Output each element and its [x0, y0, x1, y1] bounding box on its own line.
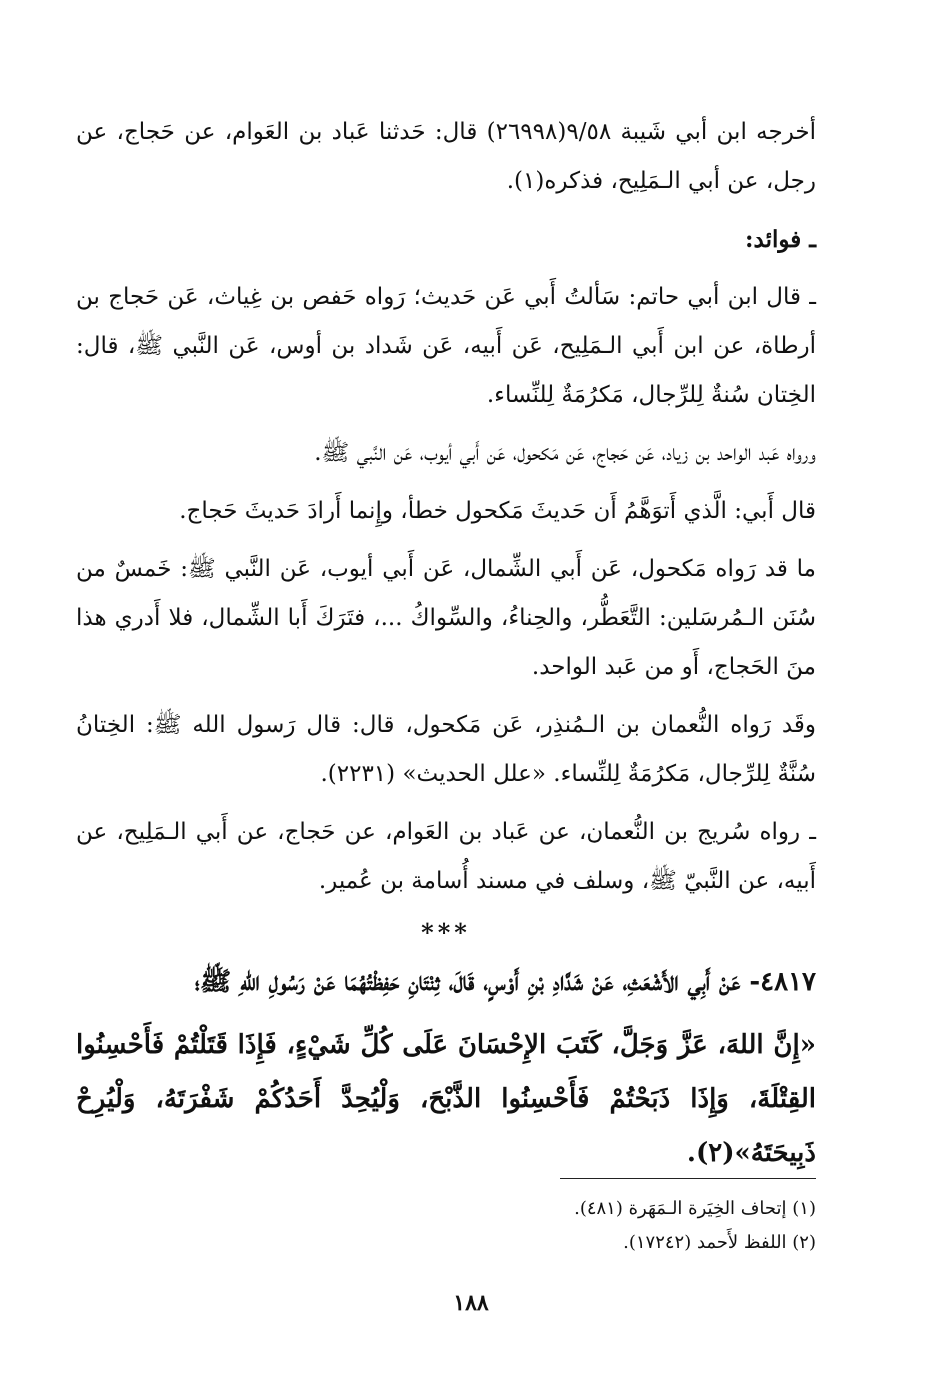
abi-comment-paragraph: قال أَبي: الَّذي أَتوَهَّمُ أَن حَديثَ مَكحول خطأ، وإِنما أَرادَ حَديثَ حَجاج.	[179, 498, 816, 524]
makhul-paragraph: ما قد رَواه مَكحول، عَن أَبي الشِّمال، عَن أَبي أيوب، عَن النَّبي ﷺ: خَمسٌ من سُنَن الـمُرسَلين: التَّعَطُّر، والحِناءُ، والسِّواكُ ...، فتَرَكَ أَبا الشِّمال، فلا أَدري هذا منَ الحَجاج، أَو من عَبد الواحد.	[76, 556, 816, 680]
section-separator: ***	[421, 918, 471, 947]
footnotes	[330, 1192, 816, 1260]
fawaid-heading: ـ فوائد:	[745, 226, 816, 253]
numan-paragraph: وقَد رَواه النُّعمان بن الـمُنذِر، عَن مَكحول، قال: قال رَسول الله ﷺ: الخِتانُ سُنَّةٌ لِلرِّجال، مَكرُمَةٌ لِلنِّساء. «علل الحديث» (٢٢٣١).	[76, 712, 816, 787]
footnote-divider	[560, 1178, 816, 1179]
main-text	[76, 108, 816, 1189]
surayj-paragraph: ـ رواه سُريج بن النُّعمان، عن عَباد بن العَوام، عن حَجاج، عن أَبي الـمَلِيح، عن أَبيه، عن النَّبيّ ﷺ، وسلف في مسند أُسامة بن عُمير.	[76, 819, 816, 894]
hadith-header: ٤٨١٧- عَنْ أَبِي الأَشْعَثِ، عَنْ شَدَّادِ بْنِ أَوْسٍ، قَالَ، ثِنْتَانِ حَفِظْتُهُمَا عَنْ رَسُولِ اللهِ ﷺ؛	[194, 967, 816, 997]
hadith-text: «إِنَّ اللهَ، عَزَّ وَجَلَّ، كَتَبَ الإِحْسَانَ عَلَى كُلِّ شَيْءٍ، فَإِذَا قَتَلْتُمْ فَأَحْسِنُوا القِتْلَةَ، وَإِذَا ذَبَحْتُمْ فَأَحْسِنُوا الذَّبْحَ، وَلْيُحِدَّ أَحَدُكُمْ شَفْرَتَهُ، وَلْيُرِحْ ذَبِيحَتَهُ»(٢).	[76, 1030, 816, 1168]
footnote-2: (٢) اللفظ لأَحمد (١٧٢٤٢).	[623, 1232, 816, 1253]
ibn-abi-hatim-paragraph: ـ قال ابن أبي حاتم: سَألتُ أَبي عَن حَديث؛ رَواه حَفص بن غِياث، عَن حَجاج بن أرطاة، عن ابن أَبي الـمَلِيح، عَن أَبيه، عَن شَداد بن أوس، عَن النَّبي ﷺ، قال: الخِتان سُنةٌ لِلرِّجال، مَكرُمَةٌ لِلنِّساء.	[76, 284, 816, 408]
footnote-1: (١) إتحاف الخِيَرة الـمَهَرة (٤٨١).	[574, 1198, 816, 1219]
abd-al-wahid-paragraph: ورواه عَبد الواحد بن زياد، عَن حَجاج، عَن مَكحول، عَن أَبي أيوب، عَن النَّبي ﷺ.	[314, 440, 816, 466]
takhrij-paragraph: أخرجه ابن أبي شَيبة ٩/٥٨(٢٦٩٩٨) قال: حَدثنا عَباد بن العَوام، عن حَجاج، عن رجل، عن أبي الـمَلِيح، فذكره(١).	[76, 119, 816, 194]
page-number: ١٨٨	[453, 1290, 489, 1316]
